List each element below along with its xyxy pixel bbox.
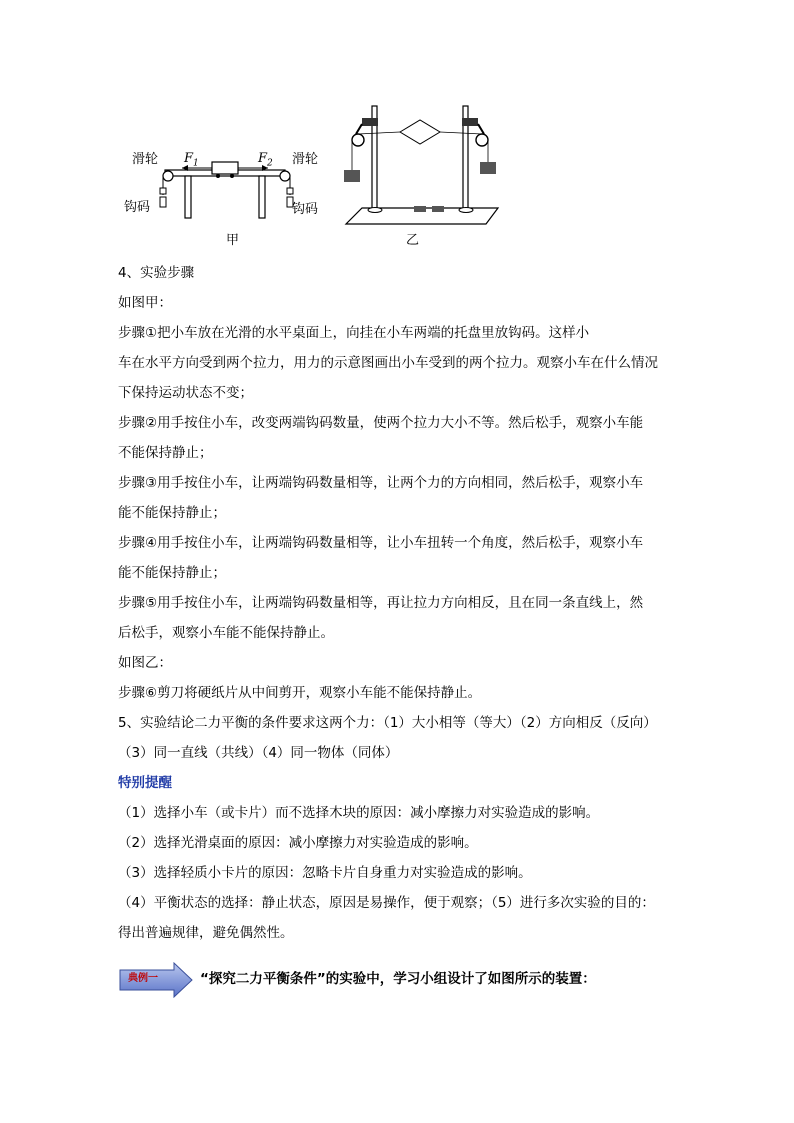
text-line: 如图乙： <box>118 655 172 671</box>
figure-b <box>340 100 500 250</box>
text-line: 步骤④用手按住小车，让两端钩码数量相等，让小车扭转一个角度，然后松手，观察小车 <box>118 535 644 551</box>
text-line: 5、实验结论二力平衡的条件要求这两个力：（1）大小相等（等大）（2）方向相反（反向） <box>118 715 657 731</box>
figure-a-caption: 甲 <box>226 233 240 248</box>
label-weight-left: 钩码 <box>124 200 151 215</box>
text-line: 4、实验步骤 <box>118 265 195 281</box>
text-line: 能不能保持静止； <box>118 565 226 581</box>
label-weight-right: 钩码 <box>292 202 319 217</box>
text-line: 步骤①把小车放在光滑的水平桌面上，向挂在小车两端的托盘里放钩码。这样小 <box>118 325 590 341</box>
figure-a-drawing <box>120 100 330 250</box>
tip-item: （4）平衡状态的选择：静止状态，原因是易操作，便于观察；（5）进行多次实验的目的： <box>118 895 655 911</box>
label-pulley-left: 滑轮 <box>132 152 159 167</box>
example-heading <box>118 962 678 998</box>
text-line: 如图甲： <box>118 295 172 311</box>
label-f2: $F_2$ <box>258 151 273 169</box>
text-line: 不能保持静止； <box>118 445 213 461</box>
tip-title: 特别提醒 <box>118 775 172 791</box>
text-line: 步骤②用手按住小车，改变两端钩码数量，使两个拉力大小不等。然后松手，观察小车能 <box>118 415 644 431</box>
tip-item: （1）选择小车（或卡片）而不选择木块的原因：减小摩擦力对实验造成的影响。 <box>118 805 600 821</box>
text-line: 步骤⑤用手按住小车，让两端钩码数量相等，再让拉力方向相反，且在同一条直线上，然 <box>118 595 644 611</box>
experiment-text <box>118 258 678 948</box>
figure-b-drawing <box>340 100 500 250</box>
text-line: 步骤⑥剪刀将硬纸片从中间剪开，观察小车能不能保持静止。 <box>118 685 482 701</box>
text-line: （3）同一直线（共线）（4）同一物体（同体） <box>118 745 399 761</box>
text-line: 车在水平方向受到两个拉力，用力的示意图画出小车受到的两个拉力。观察小车在什么情况 <box>118 355 658 371</box>
figure-a <box>120 100 330 250</box>
text-line: 步骤③用手按住小车，让两端钩码数量相等，让两个力的方向相同，然后松手，观察小车 <box>118 475 644 491</box>
tip-item: （3）选择轻质小卡片的原因：忽略卡片自身重力对实验造成的影响。 <box>118 865 532 881</box>
example-text: “探究二力平衡条件”的实验中，学习小组设计了如图所示的装置： <box>200 971 596 987</box>
label-f1: $F_1$ <box>184 151 199 169</box>
tip-item: （2）选择光滑桌面的原因：减小摩擦力对实验造成的影响。 <box>118 835 478 851</box>
example-badge: 典例一 <box>128 973 158 984</box>
figure-b-caption: 乙 <box>406 233 420 248</box>
tip-item: 得出普遍规律，避免偶然性。 <box>118 925 294 941</box>
text-line: 能不能保持静止； <box>118 505 226 521</box>
label-pulley-right: 滑轮 <box>292 152 319 167</box>
text-line: 后松手，观察小车能不能保持静止。 <box>118 625 334 641</box>
text-line: 下保持运动状态不变； <box>118 385 253 401</box>
